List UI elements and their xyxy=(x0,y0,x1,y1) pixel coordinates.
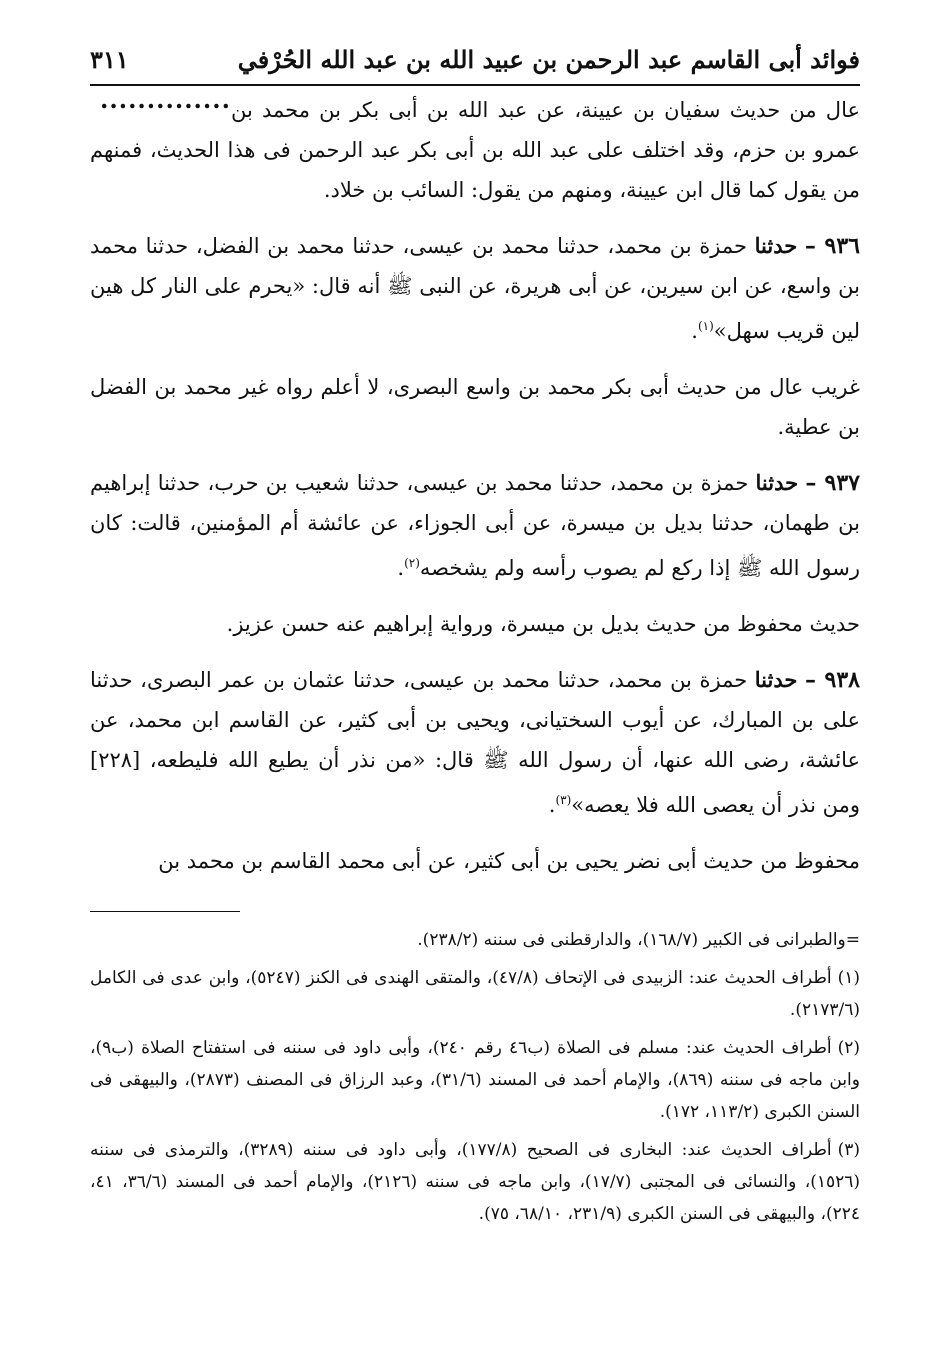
hadith-936 xyxy=(90,226,860,351)
hadith-text: حمزة بن محمد، حدثنا محمد بن عيسى، حدثنا محمد بن الفضل، حدثنا محمد بن واسع، عن ابن سيرين، عن أبى هريرة، عن النبى ﷺ أنه قال: «يحرم على النار كل هين لين قريب سهل» xyxy=(90,234,860,343)
period: . xyxy=(397,556,405,580)
footnote-text: أطراف الحديث عند: البخارى فى الصحيح (١٧٧/٨)، وأبى داود فى سننه (٣٢٨٩)، والترمذى فى سننه (١٥٢٦)، والنسائى فى المجتبى (١٧/٧)، وابن ماجه فى سننه (٢١٢٦)، والإمام أحمد فى المسند (٣٦/٦، ٤١، ٢٢٤)، والبيهقى فى السنن الكبرى (٢٣١/٩، ٦٨/١٠، ٧٥). xyxy=(90,1140,860,1224)
footnote-text: أطراف الحديث عند: مسلم فى الصلاة (ب٤٦ رقم ٢٤٠)، وأبى داود فى سننه فى استفتاح الصلاة (ب٩)، وابن ماجه فى سننه (٨٦٩)، والإمام أحمد فى المسند (٣١/٦)، وعبد الرزاق فى المصنف (٢٨٧٣)، والبيهقى فى السنن الكبرى (١١٣/٢، ١٧٢). xyxy=(90,1038,860,1122)
footnote-mark: (٣) xyxy=(837,1140,861,1160)
period: . xyxy=(691,319,698,343)
footnote-ref: (٢) xyxy=(404,556,420,570)
commentary-938: محفوظ من حديث أبى نضر يحيى بن أبى كثير، عن أبى محمد القاسم بن محمد بن xyxy=(158,849,860,873)
header-dots: .............. xyxy=(100,85,231,114)
footnotes xyxy=(90,924,860,1230)
footnote-text: أطراف الحديث عند: الزبيدى فى الإتحاف (٤٧/٨)، والمتقى الهندى فى الكنز (٥٢٤٧)، وابن عدى فى الكامل (٢١٧٣/٦). xyxy=(90,968,860,1020)
hadith-937 xyxy=(90,463,860,588)
paragraph-continuation: عال من حديث سفيان بن عيينة، عن عبد الله بن أبى بكر بن محمد بن عمرو بن حزم، وقد اختلف على عبد الله بن أبى بكر عبد الرحمن فى هذا الحديث، فمنهم من يقول كما قال ابن عيينة، ومنهم من يقول: السائب بن خلاد. xyxy=(90,98,860,202)
book-page xyxy=(90,40,860,1236)
page-number: ٣١١ xyxy=(90,45,129,74)
hadith-lead: حدثنا xyxy=(754,233,798,258)
footnote-ref: (٣) xyxy=(555,793,572,807)
hadith-number: ٩٣٨ – xyxy=(804,667,860,693)
footnote-ref: (١) xyxy=(697,319,714,333)
footnote-3 xyxy=(90,1134,860,1230)
commentary-936: غريب عال من حديث أبى بكر محمد بن واسع البصرى، لا أعلم رواه غير محمد بن الفضل بن عطية. xyxy=(90,375,860,439)
footnote-mark: (٢) xyxy=(837,1038,860,1058)
hadith-text: حمزة بن محمد، حدثنا محمد بن عيسى، حدثنا شعيب بن حرب، حدثنا إبراهيم بن طهمان، حدثنا بديل بن ميسرة، عن أبى الجوزاء، عن عائشة أم المؤمنين، قالت: كان رسول الله ﷺ إذا ركع لم يصوب رأسه ولم يشخصه xyxy=(90,471,860,580)
hadith-lead: حدثنا xyxy=(755,470,799,495)
footnote-text: =والطبرانى فى الكبير (١٦٨/٧)، والدارقطنى فى سننه (٢٣٨/٢). xyxy=(417,930,860,950)
running-header xyxy=(90,40,860,114)
commentary-937: حديث محفوظ من حديث بديل بن ميسرة، ورواية إبراهيم عنه حسن عزيز. xyxy=(226,612,860,636)
period: . xyxy=(548,793,556,817)
hadith-text: حمزة بن محمد، حدثنا محمد بن عيسى، حدثنا عثمان بن عمر البصرى، حدثنا على بن المبارك، عن أيوب السختيانى، ويحيى بن أبى كثير، عن القاسم ابن محمد، عن عائشة، رضى الله عنها، أن رسول الله ﷺ قال: «من نذر أن يطيع الله فليطعه، [٢٢٨] ومن نذر أن يعصى الله فلا يعصه» xyxy=(90,668,860,817)
hadith-lead: حدثنا xyxy=(754,667,798,692)
hadith-number: ٩٣٧ – xyxy=(805,470,860,496)
footnote-separator xyxy=(90,911,240,912)
footnote-continued xyxy=(90,924,860,956)
footnote-1 xyxy=(90,962,860,1026)
footnote-mark: (١) xyxy=(837,968,860,988)
hadith-938 xyxy=(90,660,860,825)
header-title: فوائد أبى القاسم عبد الرحمن بن عبيد الله بن عبد الله الحُرْفي xyxy=(237,45,860,74)
hadith-number: ٩٣٦ – xyxy=(804,233,860,259)
footnote-2 xyxy=(90,1032,860,1128)
